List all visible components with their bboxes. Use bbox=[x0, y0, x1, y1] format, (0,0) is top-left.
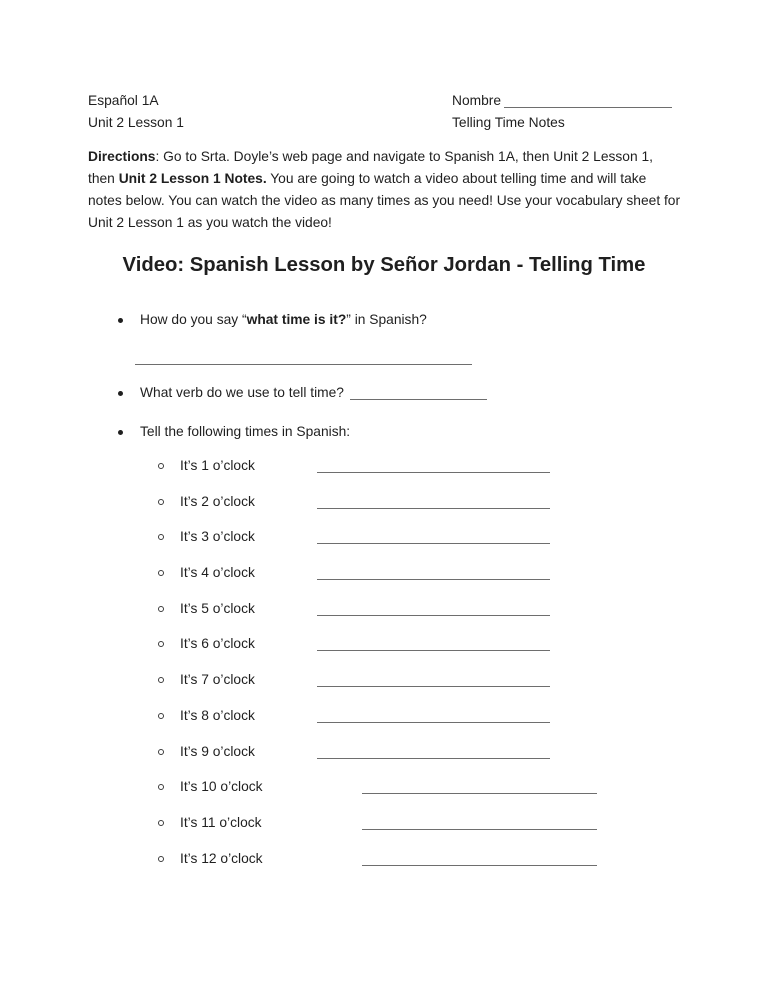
circle-bullet-icon bbox=[158, 570, 164, 576]
circle-bullet-icon bbox=[158, 463, 164, 469]
time-item-11 bbox=[0, 812, 768, 834]
circle-bullet-icon bbox=[158, 606, 164, 612]
time-item-3 bbox=[0, 526, 768, 548]
bullet-icon bbox=[118, 391, 123, 396]
time-label: It’s 9 o’clock bbox=[180, 743, 255, 759]
directions-paragraph bbox=[88, 146, 681, 234]
circle-bullet-icon bbox=[158, 820, 164, 826]
circle-bullet-icon bbox=[158, 749, 164, 755]
unit-lesson: Unit 2 Lesson 1 bbox=[88, 115, 184, 130]
time-label: It’s 7 o’clock bbox=[180, 672, 255, 688]
video-label: Video: bbox=[122, 254, 185, 276]
circle-bullet-icon bbox=[158, 677, 164, 683]
directions-bold-phrase: Unit 2 Lesson 1 Notes. bbox=[118, 171, 267, 186]
name-answer-blank bbox=[504, 94, 672, 108]
time-item-9 bbox=[0, 741, 768, 763]
time-item-10 bbox=[0, 776, 768, 798]
answer-blank bbox=[317, 472, 550, 473]
answer-blank bbox=[317, 758, 550, 759]
header-right bbox=[452, 90, 672, 134]
q2-text: What verb do we use to tell time? bbox=[140, 385, 344, 400]
answer-blank bbox=[135, 364, 472, 365]
answer-blank bbox=[317, 686, 550, 687]
page-title bbox=[0, 252, 768, 279]
question-what-verb bbox=[0, 382, 768, 404]
time-label: It’s 1 o’clock bbox=[180, 458, 255, 473]
directions-text-1: : Go to Srta. Doyle’s web page and navigate to Spanish 1A, then Unit 2 Lesson 1, then bbox=[88, 149, 653, 186]
name-label: Nombre bbox=[452, 93, 502, 108]
time-item-12 bbox=[0, 848, 768, 870]
circle-bullet-icon bbox=[158, 856, 164, 862]
name-line bbox=[452, 90, 672, 112]
time-label: It’s 8 o’clock bbox=[180, 707, 255, 723]
directions-label: Directions bbox=[88, 149, 156, 164]
time-item-2 bbox=[0, 491, 768, 513]
circle-bullet-icon bbox=[158, 641, 164, 647]
answer-blank bbox=[362, 829, 597, 830]
circle-bullet-icon bbox=[158, 784, 164, 790]
times-list bbox=[0, 455, 768, 883]
course-name: Español 1A bbox=[88, 93, 159, 108]
time-label: It’s 3 o’clock bbox=[180, 529, 255, 545]
time-label: It’s 12 o’clock bbox=[180, 850, 263, 866]
time-label: It’s 11 o’clock bbox=[180, 814, 262, 830]
time-label: It’s 10 o’clock bbox=[180, 779, 263, 795]
time-item-6 bbox=[0, 633, 768, 655]
answer-blank bbox=[317, 650, 550, 651]
answer-blank bbox=[317, 508, 550, 509]
answer-blank bbox=[317, 579, 550, 580]
q3-text: Tell the following times in Spanish: bbox=[140, 424, 351, 439]
answer-blank bbox=[362, 793, 597, 794]
question-tell-times bbox=[0, 421, 768, 443]
answer-blank bbox=[350, 386, 487, 400]
q1-text-post: ” in Spanish? bbox=[346, 312, 427, 327]
answer-blank bbox=[317, 722, 550, 723]
q1-text-pre: How do you say “ bbox=[140, 312, 247, 327]
answer-blank bbox=[317, 615, 550, 616]
time-item-7 bbox=[0, 669, 768, 691]
answer-blank bbox=[317, 543, 550, 544]
time-label: It’s 2 o’clock bbox=[180, 493, 255, 509]
circle-bullet-icon bbox=[158, 713, 164, 719]
time-item-4 bbox=[0, 562, 768, 584]
time-item-1 bbox=[0, 455, 768, 477]
q1-bold-phrase: what time is it? bbox=[246, 312, 347, 327]
time-label: It’s 6 o’clock bbox=[180, 636, 255, 652]
worksheet-subtitle: Telling Time Notes bbox=[452, 115, 565, 130]
video-title-text: Spanish Lesson by Señor Jordan - Telling Time bbox=[184, 254, 646, 276]
time-item-8 bbox=[0, 705, 768, 727]
header-left bbox=[88, 90, 184, 134]
question-how-do-you-say bbox=[0, 309, 768, 331]
bullet-icon bbox=[118, 318, 123, 323]
directions-text-2: You are going to watch a video about telling time and will take notes below. You can watch the video as many times as you need! Use your vocabulary sheet for Unit 2 Lesson 1 as you watch the video! bbox=[88, 171, 681, 230]
bullet-icon bbox=[118, 430, 123, 435]
circle-bullet-icon bbox=[158, 499, 164, 505]
time-item-5 bbox=[0, 598, 768, 620]
time-label: It’s 5 o’clock bbox=[180, 600, 255, 616]
circle-bullet-icon bbox=[158, 534, 164, 540]
time-label: It’s 4 o’clock bbox=[180, 565, 255, 581]
answer-blank bbox=[362, 865, 597, 866]
